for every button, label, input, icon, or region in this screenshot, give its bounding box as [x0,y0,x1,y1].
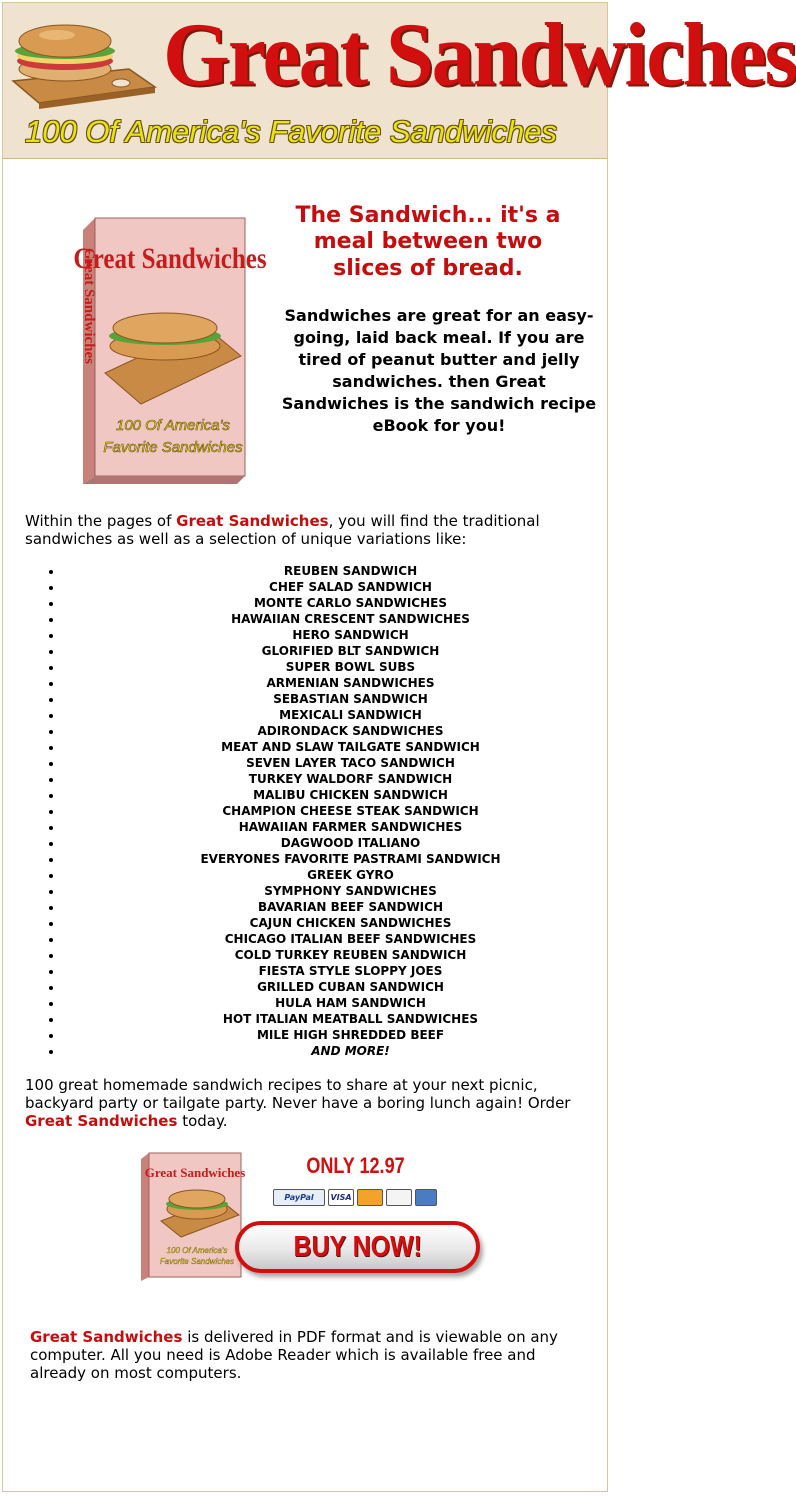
recipe-list-item: • BAVARIAN BEEF SANDWICH [63,899,638,915]
recipe-list-item: • CAJUN CHICKEN SANDWICHES [63,915,638,931]
list-intro-after: , you will find the traditional sandwiches as well as a selection of unique variations like: [25,512,540,548]
recipe-list [43,563,638,1059]
recipe-list-item: • SEBASTIAN SANDWICH [63,691,638,707]
recipe-list-item: • GLORIFIED BLT SANDWICH [63,643,638,659]
sandwich-logo-icon [9,11,159,111]
recipe-list-item: • EVERYONES FAVORITE PASTRAMI SANDWICH [63,851,638,867]
recipe-list-item: • MEAT AND SLAW TAILGATE SANDWICH [63,739,638,755]
payment-methods [273,1189,437,1206]
recipe-list-item: • MALIBU CHICKEN SANDWICH [63,787,638,803]
mastercard-icon [357,1189,383,1206]
recipe-list-item: • HOT ITALIAN MEATBALL SANDWICHES [63,1011,638,1027]
recipe-list-item: • GRILLED CUBAN SANDWICH [63,979,638,995]
paypal-icon: PayPal [273,1189,325,1206]
delivery-paragraph [30,1328,580,1382]
recipe-list-item: • MONTE CARLO SANDWICHES [63,595,638,611]
product-name: Great Sandwiches [25,1112,178,1130]
product-name: Great Sandwiches [30,1328,183,1346]
delivery-text: is delivered in PDF format and is viewable on any computer. All you need is Adobe Reader which is available free and already on most computers. [30,1328,558,1382]
recipe-list-item: • COLD TURKEY REUBEN SANDWICH [63,947,638,963]
ebook-cover-title: Great Sandwiches [73,240,267,275]
recipe-list-item: • CHAMPION CHEESE STEAK SANDWICH [63,803,638,819]
recipe-list-more: • AND MORE! [63,1043,638,1059]
recipe-list-item: • HAWAIIAN FARMER SANDWICHES [63,819,638,835]
outro-after: today. [177,1112,228,1130]
recipe-list-item: • GREEK GYRO [63,867,638,883]
headline: The Sandwich... it's a meal between two slices of bread. [295,203,561,281]
intro-text: Sandwiches are great for an easy-going, laid back meal. If you are tired of peanut butter and jelly sandwiches. then Great Sandwiches is the sandwich recipe eBook for you! [281,306,597,435]
ebook-mini-cover-image [131,1149,246,1283]
recipe-list-item: • SEVEN LAYER TACO SANDWICH [63,755,638,771]
ebook-cover-subtitle-line2: Favorite Sandwiches [103,439,243,456]
ebook-cover-subtitle-line1: 100 Of America's [115,417,231,434]
mini-cover-title: Great Sandwiches [144,1165,246,1180]
mini-cover-subtitle-line1: 100 Of America's [166,1246,228,1255]
mini-cover-subtitle-line2: Favorite Sandwiches [159,1257,235,1266]
visa-icon: VISA [328,1189,354,1206]
product-name: Great Sandwiches [176,512,329,530]
recipe-list-item: • TURKEY WALDORF SANDWICH [63,771,638,787]
outro-paragraph [25,1076,590,1130]
ebook-cover-image [65,208,267,488]
recipe-list-item: • ARMENIAN SANDWICHES [63,675,638,691]
recipe-list-item: • REUBEN SANDWICH [63,563,638,579]
recipe-list-item: • CHICAGO ITALIAN BEEF SANDWICHES [63,931,638,947]
discover-icon [386,1189,412,1206]
list-intro-paragraph [25,512,595,548]
buy-now-button[interactable] [235,1221,480,1273]
recipe-list-item: • DAGWOOD ITALIANO [63,835,638,851]
recipe-list-item: • SUPER BOWL SUBS [63,659,638,675]
price-label: ONLY 12.97 [306,1153,405,1178]
site-title: Great Sandwiches [163,3,796,105]
recipe-list-item: • HAWAIIAN CRESCENT SANDWICHES [63,611,638,627]
buy-now-label: BUY NOW! [293,1230,422,1263]
recipe-list-item: • FIESTA STYLE SLOPPY JOES [63,963,638,979]
header-banner [3,3,796,159]
amex-icon [415,1189,437,1206]
list-intro-before: Within the pages of [25,512,177,530]
recipe-list-item: • SYMPHONY SANDWICHES [63,883,638,899]
recipe-list-item: • MEXICALI SANDWICH [63,707,638,723]
recipe-list-item: • CHEF SALAD SANDWICH [63,579,638,595]
recipe-list-item: • MILE HIGH SHREDDED BEEF [63,1027,638,1043]
site-subtitle: 100 Of America's Favorite Sandwiches [25,114,557,149]
recipe-list-item: • HERO SANDWICH [63,627,638,643]
recipe-list-item: • HULA HAM SANDWICH [63,995,638,1011]
recipe-list-item: • ADIRONDACK SANDWICHES [63,723,638,739]
outro-text: 100 great homemade sandwich recipes to share at your next picnic, backyard party or tailgate party. Never have a boring lunch again! Order [25,1076,571,1112]
page [2,2,796,1492]
ebook-spine-text: Great Sandwiches [81,248,97,364]
